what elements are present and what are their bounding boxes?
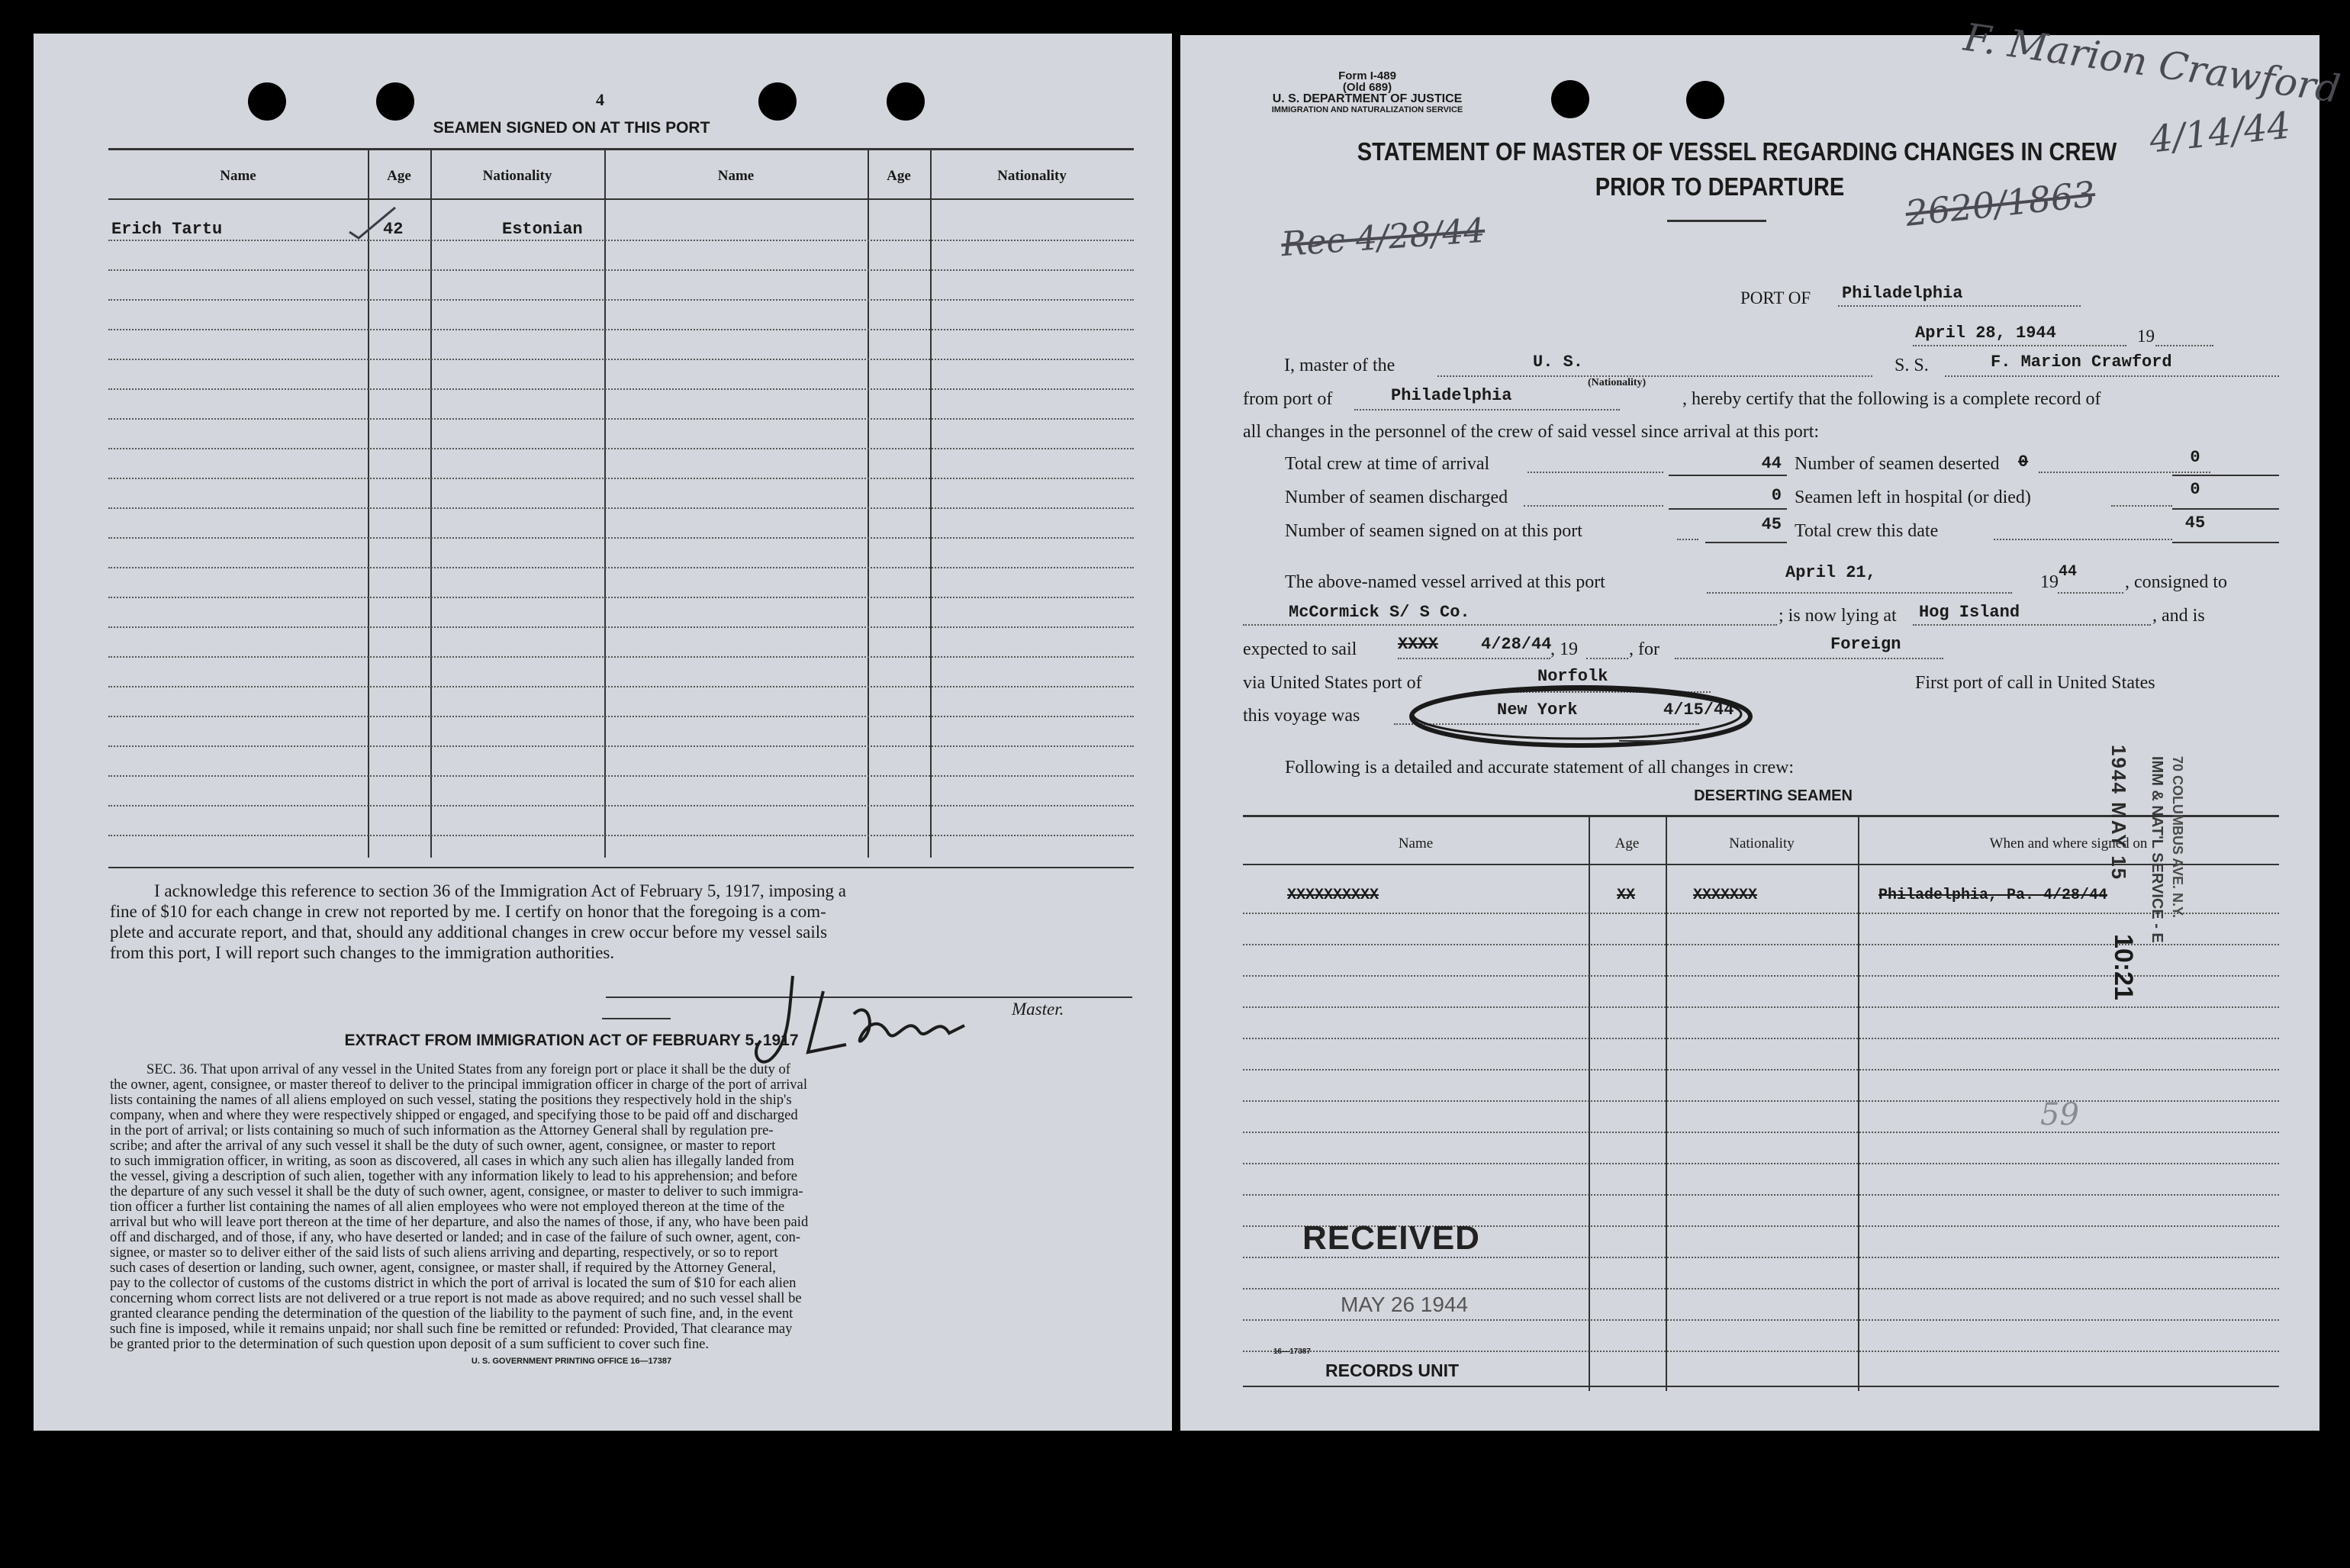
records-unit-stamp: RECORDS UNIT xyxy=(1325,1360,1460,1380)
form-header: Form I-489 (Old 689) U. S. DEPARTMENT OF JUSTICE IMMIGRATION AND NATURALIZATION SERVICE xyxy=(1271,69,1463,114)
handwritten-vessel-name: F. Marion Crawford xyxy=(1961,14,2343,112)
extract-body: SEC. 36. That upon arrival of any vessel in the United States from any foreign port or place it shall be the duty of the owner, agent, consignee, or master thereof to deliver to the principal immigration officer in charge of the port of arrival lists containing the names of all aliens employed on such vessel, stating the positions they respectively hold in the ship's company, when and where they were respectively shipped or engaged, and specifying those to be paid off and discharged in the port of arrival; or lists containing so much of such information as the Attorney General shall by regulation pre- scribe; and after the arrival of any such vessel it shall be the duty of such owner, agent, consignee, or master to report to such immigration officer, in writing, as soon as discovered, all cases in which any such alien has illegally landed from the vessel, giving a description of such alien, together with any information likely to lead to his apprehension; and before the departure of any such vessel it shall be the duty of such owner, agent, consignee, or master to deliver to such immigra- tion officer a further list containing the names of all alien employees who were not employed thereon at the time of the arrival but who will leave port thereon at the time of her departure, and also the names of those, if any, who have been paid off and discharged, and of those, if any, who have deserted or landed; and in case of the failure of such owner, agent, con- signee, or master so to deliver either of the said lists of such aliens arriving and departing, respectively, or so to report such cases of desertion or landing, such owner, agent, consignee, or master shall, if required by the Attorney General, pay to the collector of customs of the customs district in which the port of arrival is located the sum of $10 for each alien concerning whom correct lists are not delivered or a true report is not made as above required; and no such vessel shall be granted clearance pending the determination of the question of the liability to the payment of such fine, and, in the event such fine is imposed, while it remains unpaid; nor shall such fine be remitted or refunded: Provided, That clearance may be granted prior to the determination of such question upon deposit of a sum sufficient to cover such fine. xyxy=(110,1061,809,1352)
first-port-value: New York xyxy=(1497,700,1578,720)
stat-total-arrival: 44 xyxy=(1761,454,1782,473)
col-header-nationality-2: Nationality xyxy=(997,168,1067,184)
stat-signed-on: 45 xyxy=(1761,515,1782,534)
deserting-col-name: Name xyxy=(1398,836,1434,852)
deserting-name: XXXXXXXXXX xyxy=(1287,887,1379,904)
left-page xyxy=(34,34,1172,1431)
nationality-value: U. S. xyxy=(1533,353,1584,372)
service-stamp-line1: IMM & NAT'L SERVICE - E xyxy=(2149,756,2165,943)
master-signature xyxy=(747,961,999,1075)
form-title: STATEMENT OF MASTER OF VESSEL REGARDING CHANGES IN CREW PRIOR TO DEPARTURE xyxy=(1357,137,2117,201)
lying-at-value: Hog Island xyxy=(1919,603,2020,622)
right-page: Form I-489 (Old 689) U. S. DEPARTMENT OF JUSTICE IMMIGRATION AND NATURALIZATION SERVICE STATEMENT OF MASTER OF VESSEL REGARDING CHANGES IN CREW PRIOR TO DEPARTURE F. Marion Crawford 4/14/44 2620/1863 Rec 4/28/44 PORT OF Philadelphia April 28, 1944 19 I, master of the U. S. (Nationality) S. S. F. Marion Crawford from port of Philadelphia , hereby certify that the following is a complete record of all changes in the personnel of the crew of said vessel since arrival at this port: Total crew at time of arrival 44 Number of seamen discharged 0 Number of seamen signed on at this port 45 Number of seamen deserted 0 0 Seamen left in hospital (or died) 0 Total crew this date 45 The above-named vessel arrived at this port April 21, 19 44 , consigned to McCormick S/ S Co. ; is now lying at Hog Island , and is expected to sail XXXX 4/28/44 , 19 , for Foreign via United States port of Norfolk First port of call in United States this voyage was New York 4/15/44 Following is a detailed and accurate statement of all changes in crew: DESERTING SEAMEN Name Age Nationality When and where signed on XXXXXXXXXX XX XXXXXXX Philadelphia, Pa. 4/28/44 RECEIVED MAY 26 1944 RECORDS UNIT 16—17387 59 1944 MAY 15 10:21 IMM & NAT'L SERVICE - E 70 COLUMBUS AVE. N.Y. xyxy=(1180,35,2319,1431)
time-stamp-date: 1944 MAY 15 xyxy=(2107,745,2130,881)
port-label: PORT OF xyxy=(1740,288,1811,307)
port-value: Philadelphia xyxy=(1842,284,1963,303)
punch-hole xyxy=(887,82,925,121)
handwritten-rec: Rec 4/28/44 xyxy=(1280,211,1486,265)
punch-hole xyxy=(758,82,797,121)
faint-number: 59 xyxy=(2040,1097,2079,1132)
time-stamp-time: 10:21 xyxy=(2109,934,2138,1000)
handwritten-numbers: 2620/1863 xyxy=(1903,173,2097,234)
crew-name: Erich Tartu xyxy=(111,220,223,239)
col-header-nationality: Nationality xyxy=(482,168,552,184)
left-page-title: SEAMEN SIGNED ON AT THIS PORT xyxy=(433,119,710,137)
deserting-nationality: XXXXXXX xyxy=(1693,887,1758,904)
first-port-date: 4/15/44 xyxy=(1663,700,1734,720)
printing-office: U. S. GOVERNMENT PRINTING OFFICE 16—17387 xyxy=(471,1357,672,1366)
handwritten-date: 4/14/44 xyxy=(2147,104,2293,162)
date-value: April 28, 1944 xyxy=(1915,324,2056,343)
deserting-col-nationality: Nationality xyxy=(1729,836,1795,852)
deserting-signed: Philadelphia, Pa. 4/28/44 xyxy=(1878,887,2108,904)
page-number: 4 xyxy=(596,90,604,109)
punch-hole xyxy=(248,82,286,121)
ss-value: F. Marion Crawford xyxy=(1991,353,2172,372)
acknowledgement-text: I acknowledge this reference to section 36 of the Immigration Act of February 5, 1917, imposing a fine of $10 for each change in crew not reported by me. I certify on honor that the foregoing is a com- plete and accurate report, and that, should any additional changes in crew occur before my vessel sails from this port, I will report such changes to the immigration authorities. xyxy=(110,881,846,962)
punch-hole xyxy=(1686,81,1724,119)
deserting-col-age: Age xyxy=(1614,836,1640,852)
stat-hospital: 0 xyxy=(2190,480,2200,499)
deserting-header: DESERTING SEAMEN xyxy=(1694,787,1853,804)
expected-value: 4/28/44 xyxy=(1481,635,1552,654)
extract-title: EXTRACT FROM IMMIGRATION ACT OF FEBRUARY 5, 1917 xyxy=(344,1032,799,1049)
service-stamp-line2: 70 COLUMBUS AVE. N.Y. xyxy=(2170,756,2185,919)
deserting-age: XX xyxy=(1617,887,1636,904)
for-value: Foreign xyxy=(1830,635,1901,654)
master-label: Master. xyxy=(1012,1000,1064,1019)
col-header-name-2: Name xyxy=(717,168,755,184)
col-header-age: Age xyxy=(387,168,411,184)
stat-deserted: 0 xyxy=(2190,448,2200,467)
arrived-date: April 21, xyxy=(1785,563,1876,582)
via-value: Norfolk xyxy=(1537,667,1608,686)
deserting-col-signed: When and where signed on xyxy=(1989,836,2148,852)
col-header-age-2: Age xyxy=(887,168,911,184)
form-code: 16—17387 xyxy=(1273,1347,1311,1356)
from-port-value: Philadelphia xyxy=(1391,386,1512,405)
punch-hole xyxy=(1551,80,1589,118)
received-date-stamp: MAY 26 1944 xyxy=(1341,1293,1469,1316)
col-header-name: Name xyxy=(220,168,256,184)
received-stamp: RECEIVED xyxy=(1302,1219,1480,1257)
stat-total-date: 45 xyxy=(2184,514,2206,533)
crew-nationality: Estonian xyxy=(502,220,583,239)
arrived-year: 44 xyxy=(2059,563,2078,581)
stat-discharged: 0 xyxy=(1771,486,1782,505)
punch-hole xyxy=(376,82,414,121)
crew-age: 42 xyxy=(383,220,404,239)
checkmark-icon xyxy=(346,203,400,241)
consignee: McCormick S/ S Co. xyxy=(1289,603,1470,622)
ink-oval-mark xyxy=(1405,682,1756,751)
